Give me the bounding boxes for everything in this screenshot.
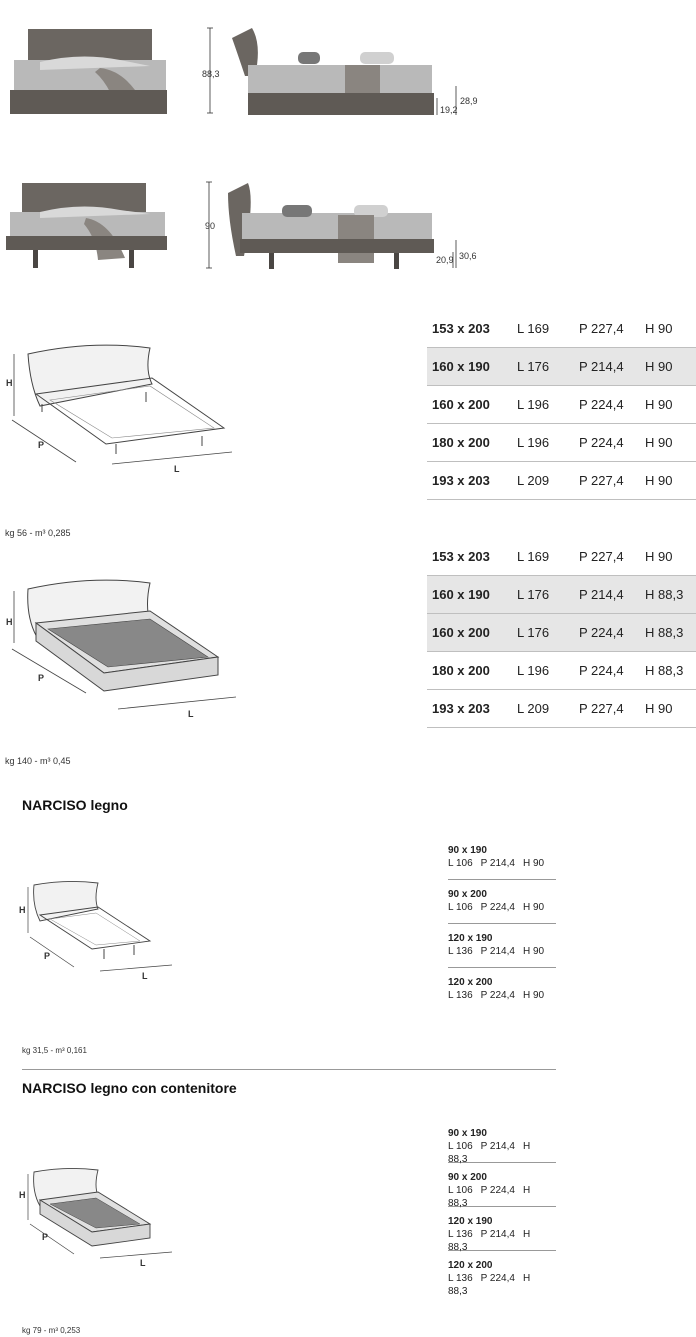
list-item: [448, 888, 556, 924]
cell-h: H 90: [645, 386, 696, 424]
table-row: [427, 576, 696, 614]
cell-p: P 224,4: [579, 386, 645, 424]
p-label: P: [38, 440, 45, 450]
item-size: 90 x 200: [448, 1172, 487, 1183]
list-item: [448, 1127, 556, 1163]
cell-p: P 227,4: [579, 538, 645, 576]
h-label: H: [6, 378, 13, 388]
h-label-2: H: [6, 617, 13, 627]
h-label-3: H: [19, 905, 26, 915]
dim-h: H 90: [522, 990, 545, 1001]
item-dims: [448, 1228, 556, 1254]
l-label: L: [174, 464, 180, 474]
l-label-4: L: [140, 1258, 146, 1268]
dim-l: L 106: [448, 1141, 473, 1152]
cell-h: H 88,3: [645, 652, 696, 690]
table-row: [427, 538, 696, 576]
dim-h: H 88,3: [448, 1141, 531, 1165]
cell-size: 153 x 203: [427, 310, 517, 348]
cell-l: L 176: [517, 348, 579, 386]
item-size: 120 x 200: [448, 977, 493, 988]
table-row: [427, 614, 696, 652]
cell-size: 160 x 190: [427, 348, 517, 386]
item-size: 90 x 200: [448, 889, 487, 900]
cell-l: L 176: [517, 576, 579, 614]
cell-p: P 227,4: [579, 310, 645, 348]
dim-h: H 88,3: [448, 1185, 531, 1209]
cell-h: H 90: [645, 538, 696, 576]
dim-h: H 88,3: [448, 1273, 531, 1297]
single-contenitore-drawing: [0, 1162, 200, 1272]
double-contenitore-weight: kg 140 - m³ 0,45: [5, 756, 71, 766]
dim-l: L 136: [448, 990, 473, 1001]
item-dims: [448, 989, 556, 1002]
dim-h: H 90: [522, 946, 545, 957]
item-dims: [448, 857, 556, 870]
dim-l: L 106: [448, 858, 473, 869]
dim-p: P 214,4: [480, 946, 515, 957]
cell-h: H 88,3: [645, 576, 696, 614]
p-label-3: P: [44, 951, 51, 961]
double-legno-table: [427, 310, 696, 500]
cell-size: 193 x 203: [427, 690, 517, 728]
cell-l: L 196: [517, 652, 579, 690]
item-size: 120 x 190: [448, 1216, 493, 1227]
cell-p: P 214,4: [579, 576, 645, 614]
table-row: [427, 386, 696, 424]
item-dims: [448, 901, 556, 914]
list-item: [448, 932, 556, 968]
p-label-2: P: [38, 673, 45, 683]
total-dim-1: 28,9: [460, 96, 478, 106]
list-item: [448, 976, 556, 1012]
dim-p: P 224,4: [480, 990, 515, 1001]
cell-l: L 169: [517, 310, 579, 348]
cell-size: 180 x 200: [427, 652, 517, 690]
cell-p: P 224,4: [579, 424, 645, 462]
base-dim-1: 19,2: [440, 105, 458, 115]
cell-size: 153 x 203: [427, 538, 517, 576]
height-dim-2: 90: [205, 221, 216, 231]
double-contenitore-table: [427, 538, 696, 728]
table-row: [427, 310, 696, 348]
cell-p: P 224,4: [579, 614, 645, 652]
cell-l: L 169: [517, 538, 579, 576]
cell-l: L 196: [517, 386, 579, 424]
dim-l: L 106: [448, 902, 473, 913]
h-label-4: H: [19, 1190, 26, 1200]
cell-l: L 209: [517, 462, 579, 500]
item-dims: [448, 945, 556, 958]
cell-h: H 90: [645, 690, 696, 728]
table-row: [427, 348, 696, 386]
single-contenitore-weight: kg 79 - m³ 0,253: [22, 1326, 81, 1335]
single-legno-list: [448, 844, 556, 1020]
item-dims: [448, 1140, 556, 1166]
dim-p: P 214,4: [480, 858, 515, 869]
list-item: [448, 1171, 556, 1207]
list-item: [448, 1259, 556, 1295]
base-dim-2: 20,9: [436, 255, 454, 265]
dim-l: L 136: [448, 1273, 473, 1284]
dim-p: P 224,4: [480, 902, 515, 913]
dim-p: P 224,4: [480, 1273, 515, 1284]
list-item: [448, 1215, 556, 1251]
cell-h: H 88,3: [645, 614, 696, 652]
dim-p: P 224,4: [480, 1185, 515, 1196]
item-size: 90 x 190: [448, 845, 487, 856]
single-legno-drawing: [0, 875, 200, 985]
cell-p: P 227,4: [579, 690, 645, 728]
cell-size: 160 x 190: [427, 576, 517, 614]
dim-l: L 106: [448, 1185, 473, 1196]
cell-p: P 227,4: [579, 462, 645, 500]
l-label-2: L: [188, 709, 194, 719]
table-row: [427, 652, 696, 690]
dim-h: H 90: [522, 902, 545, 913]
cell-h: H 90: [645, 310, 696, 348]
l-label-3: L: [142, 971, 148, 981]
dim-h: H 88,3: [448, 1229, 531, 1253]
cell-h: H 90: [645, 348, 696, 386]
list-item: [448, 844, 556, 880]
cell-size: 180 x 200: [427, 424, 517, 462]
bed-front-view-1: [0, 0, 696, 300]
table-row: [427, 424, 696, 462]
cell-l: L 196: [517, 424, 579, 462]
item-size: 120 x 200: [448, 1260, 493, 1271]
dim-l: L 136: [448, 1229, 473, 1240]
cell-p: P 224,4: [579, 652, 645, 690]
cell-l: L 209: [517, 690, 579, 728]
double-legno-weight: kg 56 - m³ 0,285: [5, 528, 71, 538]
dim-p: P 214,4: [480, 1229, 515, 1240]
cell-h: H 90: [645, 462, 696, 500]
item-dims: [448, 1272, 556, 1298]
item-size: 120 x 190: [448, 933, 493, 944]
table-row: [427, 462, 696, 500]
cell-p: P 214,4: [579, 348, 645, 386]
divider: [22, 1069, 556, 1070]
p-label-4: P: [42, 1232, 49, 1242]
cell-size: 193 x 203: [427, 462, 517, 500]
item-size: 90 x 190: [448, 1128, 487, 1139]
double-contenitore-drawing: [0, 565, 260, 725]
cell-l: L 176: [517, 614, 579, 652]
item-dims: [448, 1184, 556, 1210]
section-title-contenitore: NARCISO legno con contenitore: [22, 1080, 237, 1096]
section-title-legno: NARCISO legno: [22, 797, 128, 813]
dim-h: H 90: [522, 858, 545, 869]
total-dim-2: 30,6: [459, 251, 477, 261]
cell-h: H 90: [645, 424, 696, 462]
single-contenitore-list: [448, 1127, 556, 1303]
dim-p: P 214,4: [480, 1141, 515, 1152]
dim-l: L 136: [448, 946, 473, 957]
cell-size: 160 x 200: [427, 614, 517, 652]
height-dim-1: 88,3: [202, 69, 220, 79]
double-legno-drawing: [0, 340, 260, 480]
cell-size: 160 x 200: [427, 386, 517, 424]
single-legno-weight: kg 31,5 - m³ 0,161: [22, 1046, 87, 1055]
table-row: [427, 690, 696, 728]
